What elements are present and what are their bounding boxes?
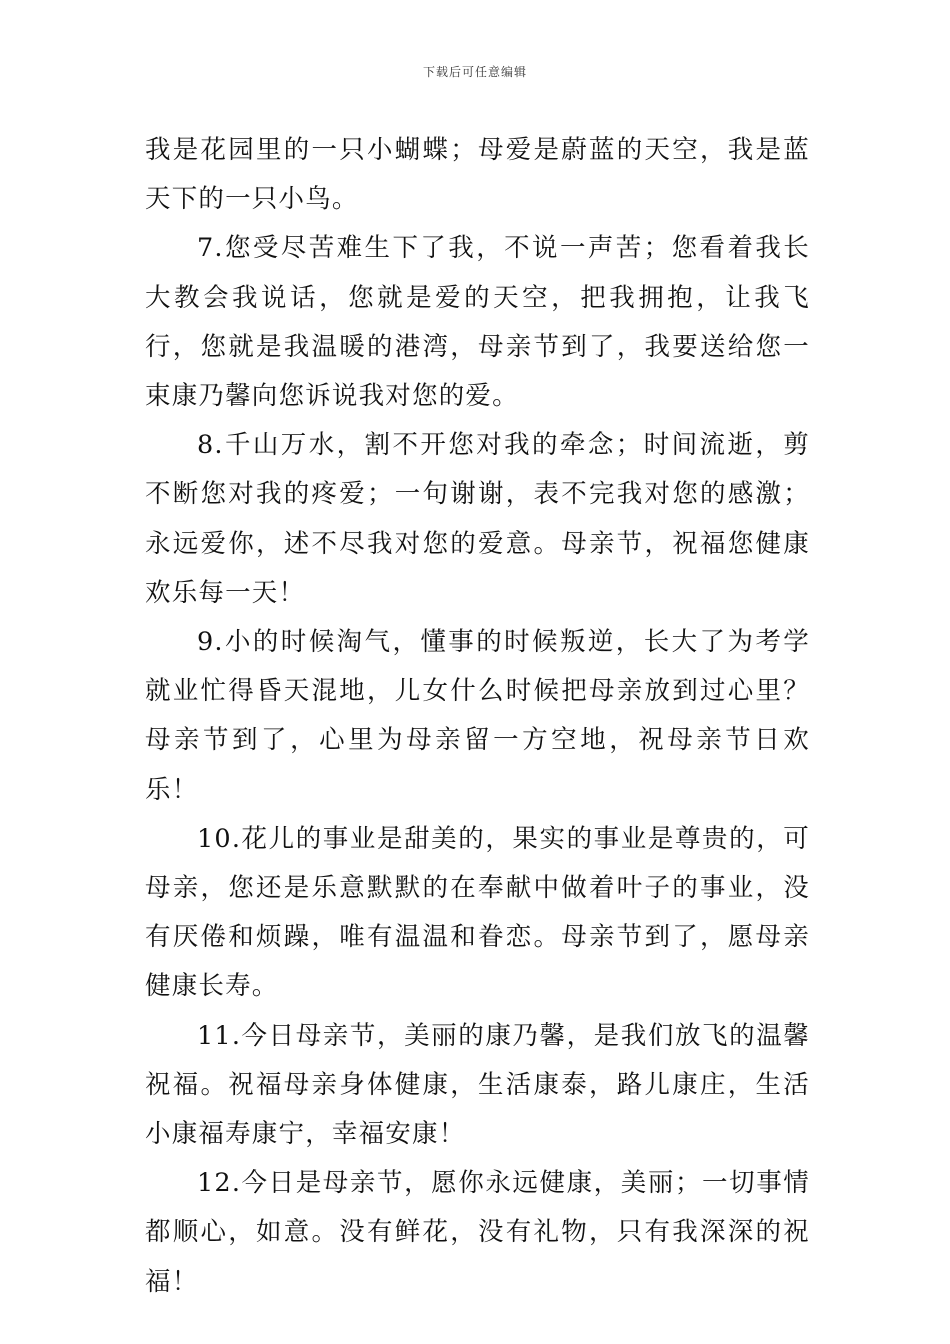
paragraph-11: 11.今日母亲节，美丽的康乃馨，是我们放飞的温馨祝福。祝福母亲身体健康，生活康泰，路儿康庄，生活小康福寿康宁，幸福安康！ xyxy=(145,1020,810,1150)
paragraph-continued: 我是花园里的一只小蝴蝶；母爱是蔚蓝的天空，我是蓝天下的一只小鸟。 xyxy=(145,135,810,215)
paragraph-12: 12.今日是母亲节，愿你永远健康，美丽；一切事情都顺心，如意。没有鲜花，没有礼物，只有我深深的祝福！ xyxy=(145,1168,810,1297)
paragraph-7: 7.您受尽苦难生下了我，不说一声苦；您看着我长大教会我说话，您就是爱的天空，把我拥抱，让我飞行，您就是我温暖的港湾，母亲节到了，我要送给您一束康乃馨向您诉说我对您的爱。 xyxy=(145,233,810,412)
document-body xyxy=(145,126,810,1307)
page-header-note: 下载后可任意编辑 xyxy=(422,65,527,79)
paragraph-8: 8.千山万水，割不开您对我的牵念；时间流逝，剪不断您对我的疼爱；一句谢谢，表不完我对您的感激；永远爱你，述不尽我对您的爱意。母亲节，祝福您健康欢乐每一天！ xyxy=(145,430,810,608)
paragraph-9: 9.小的时候淘气，懂事的时候叛逆，长大了为考学就业忙得昏天混地，儿女什么时候把母亲放到过心里？母亲节到了，心里为母亲留一方空地，祝母亲节日欢乐！ xyxy=(145,627,810,805)
paragraph-10: 10.花儿的事业是甜美的，果实的事业是尊贵的，可母亲，您还是乐意默默的在奉献中做着叶子的事业，没有厌倦和烦躁，唯有温温和眷恋。母亲节到了，愿母亲健康长寿。 xyxy=(145,823,810,1002)
